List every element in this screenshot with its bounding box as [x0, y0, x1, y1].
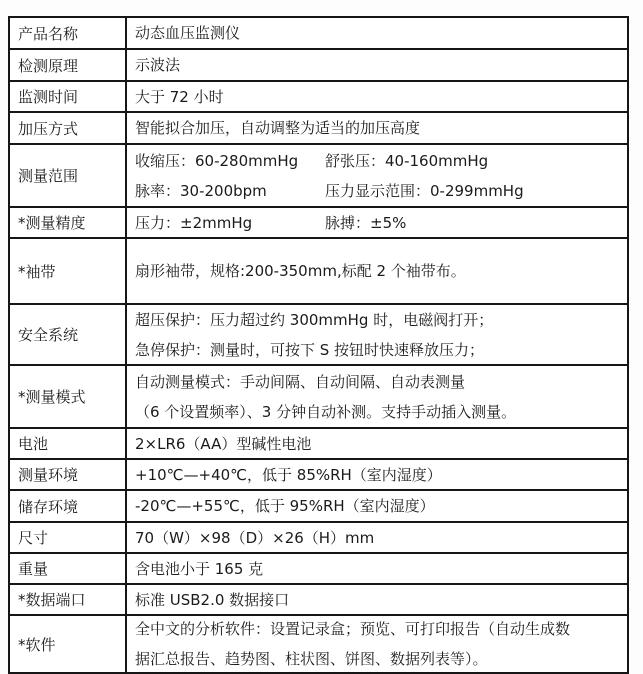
spec-value-cell — [127, 18, 627, 48]
table-row — [10, 460, 627, 491]
spec-label-cell: 测量环境 — [10, 460, 127, 489]
spec-value-text: -20℃—+55℃，低于 95%RH（室内湿度） — [135, 497, 435, 515]
table-row — [10, 145, 627, 208]
spec-value-text: 收缩压：60-280mmHg — [135, 151, 299, 170]
spec-value-line — [135, 176, 623, 206]
spec-value-line — [135, 208, 623, 237]
spec-label-cell: 重量 — [10, 554, 127, 583]
spec-value-text: 全中文的分析软件：设置记录盒；预览、可打印报告（自动生成数 — [135, 620, 571, 638]
table-row — [10, 585, 627, 616]
spec-label-cell: 测量范围 — [10, 145, 127, 206]
table-row — [10, 366, 627, 429]
spec-value-cell — [127, 113, 627, 143]
spec-value-text: 舒张压：40-160mmHg — [325, 151, 489, 170]
table-row — [10, 239, 627, 305]
spec-value-line — [135, 18, 623, 48]
spec-value-cell — [127, 208, 627, 237]
spec-value-text: 2×LR6（AA）型碱性电池 — [135, 434, 312, 453]
spec-value-text: 压力：±2mmHg — [135, 213, 253, 232]
table-row — [10, 429, 627, 460]
spec-value-cell — [127, 616, 627, 672]
spec-value-cell — [127, 239, 627, 303]
spec-label-cell: 检测原理 — [10, 50, 127, 80]
spec-value-line — [135, 616, 623, 644]
spec-value-cell — [127, 460, 627, 489]
spec-label-cell: 监测时间 — [10, 82, 127, 111]
spec-value-cell — [127, 491, 627, 521]
spec-value-line — [135, 113, 623, 143]
spec-label-cell: *数据端口 — [10, 585, 127, 614]
spec-value-cell — [127, 82, 627, 111]
table-row — [10, 208, 627, 239]
table-row — [10, 113, 627, 145]
spec-label-cell: *测量精度 — [10, 208, 127, 237]
spec-value-line — [135, 429, 623, 458]
spec-value-text: 动态血压监测仪 — [135, 24, 241, 42]
spec-value-line — [135, 644, 623, 672]
spec-value-line — [135, 585, 623, 614]
product-spec-table — [8, 16, 629, 674]
spec-value-text: 急停保护：测量时，可按下 S 按钮时快速释放压力； — [135, 340, 485, 359]
spec-value-line — [135, 367, 623, 397]
spec-value-line — [135, 397, 623, 427]
spec-label-cell: *袖带 — [10, 239, 127, 303]
spec-value-text: 含电池小于 165 克 — [135, 559, 264, 578]
spec-value-text: 大于 72 小时 — [135, 87, 224, 106]
spec-value-line — [135, 491, 623, 521]
spec-value-line — [135, 305, 623, 335]
spec-value-text: 压力显示范围：0-299mmHg — [325, 181, 524, 200]
spec-value-text: 脉率：30-200bpm — [135, 181, 267, 200]
table-row — [10, 616, 627, 674]
spec-label-cell: *测量模式 — [10, 366, 127, 427]
spec-value-text: （6 个设置频率）、3 分钟自动补测。支持手动插入测量。 — [135, 402, 517, 421]
spec-label-cell: *软件 — [10, 616, 127, 672]
spec-label-cell: 电池 — [10, 429, 127, 458]
spec-value-text: +10℃—+40℃，低于 85%RH（室内湿度） — [135, 465, 442, 484]
spec-value-text: 70（W）×98（D）×26（H）mm — [135, 528, 375, 547]
spec-value-line — [135, 460, 623, 489]
spec-label-cell: 安全系统 — [10, 305, 127, 364]
spec-value-text: 示波法 — [135, 56, 181, 74]
spec-value-text: 扇形袖带，规格:200-350mm,标配 2 个袖带布。 — [135, 262, 466, 280]
spec-value-text: 标准 USB2.0 数据接口 — [135, 590, 290, 609]
table-row — [10, 18, 627, 50]
spec-label-cell: 加压方式 — [10, 113, 127, 143]
spec-value-cell — [127, 523, 627, 552]
spec-value-text: 智能拟合加压，自动调整为适当的加压高度 — [135, 119, 421, 137]
spec-value-cell — [127, 305, 627, 364]
spec-value-line — [135, 554, 623, 583]
spec-value-line — [135, 335, 623, 365]
spec-value-text: 超压保护：压力超过约 300mmHg 时，电磁阀打开； — [135, 310, 494, 329]
spec-value-line — [135, 50, 623, 80]
spec-value-line — [135, 82, 623, 111]
spec-value-cell — [127, 554, 627, 583]
spec-value-text: 自动测量模式：手动间隔、自动间隔、自动表测量 — [135, 372, 466, 391]
spec-value-text: 据汇总报告、趋势图、柱状图、饼图、数据列表等）。 — [135, 650, 488, 668]
table-row — [10, 523, 627, 554]
spec-label-cell: 尺寸 — [10, 523, 127, 552]
spec-value-cell — [127, 145, 627, 206]
table-row — [10, 554, 627, 585]
table-row — [10, 50, 627, 82]
spec-value-cell — [127, 429, 627, 458]
spec-value-line — [135, 256, 623, 286]
spec-label-cell: 储存环境 — [10, 491, 127, 521]
table-row — [10, 305, 627, 366]
spec-value-text: 脉搏：±5% — [325, 213, 407, 232]
table-row — [10, 491, 627, 523]
spec-label-cell: 产品名称 — [10, 18, 127, 48]
spec-value-cell — [127, 366, 627, 427]
spec-value-cell — [127, 585, 627, 614]
spec-value-cell — [127, 50, 627, 80]
table-row — [10, 82, 627, 113]
spec-value-line — [135, 523, 623, 552]
spec-value-line — [135, 146, 623, 176]
